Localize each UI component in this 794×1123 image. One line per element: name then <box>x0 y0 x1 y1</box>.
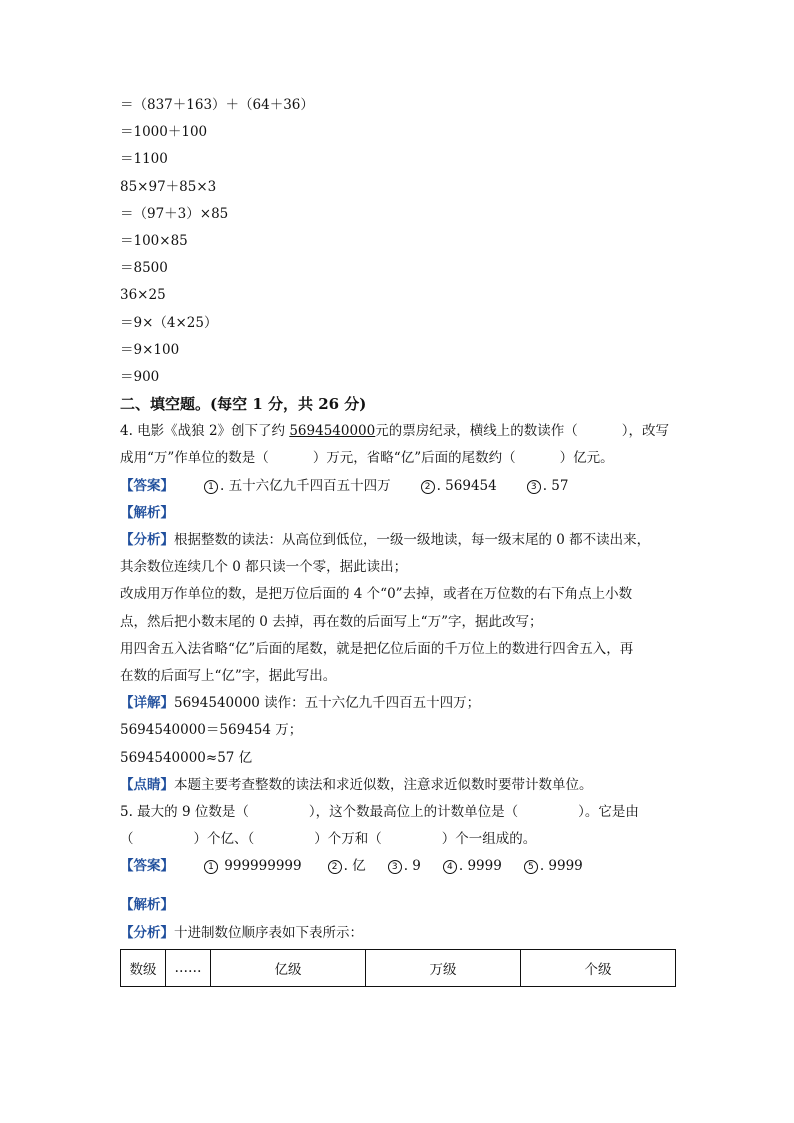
answer-item <box>524 858 583 874</box>
circled-number: 1 <box>204 480 218 494</box>
q5-text: ）。它是由 <box>578 803 639 820</box>
q4-fenxi-3: 改成用万作单位的数，是把万位后面的 4 个“0”去掉，或者在万位数的右下角点上小数 <box>120 586 633 603</box>
calc-line-5: ＝（97＋3）×85 <box>120 205 229 222</box>
q5-text: （ <box>120 831 134 848</box>
q4-analysis-tag <box>120 500 680 527</box>
answer-item <box>443 858 502 874</box>
table-cell: 亿级 <box>211 949 366 986</box>
fenxi-tag: 【分析】 <box>120 532 174 548</box>
q4-text: 元的票房纪录，横线上的数读作（ <box>375 423 578 440</box>
answer-value: 999999999 <box>220 858 302 875</box>
calc-line-6: ＝100×85 <box>120 232 188 249</box>
q5-line-2 <box>120 826 680 853</box>
q4-fenxi-1 <box>120 527 680 554</box>
q5-text: ）个万和（ <box>314 831 382 848</box>
q5-analysis-tag <box>120 892 680 919</box>
answer-item <box>388 858 421 874</box>
answer-item <box>527 478 569 494</box>
table-cell: 个级 <box>521 949 676 986</box>
dianjing-tag: 【点睛】 <box>120 776 174 793</box>
q4-detail-2: 5694540000＝569454 万； <box>120 722 303 739</box>
place-value-table <box>120 949 676 987</box>
q4-fenxi-5: 用四舍五入法省略“亿”后面的尾数，就是把亿位后面的千万位上的数进行四舍五入，再 <box>120 640 634 657</box>
answer-value: . 五十六亿九千四百五十四万 <box>220 477 391 494</box>
q4-text: 成用“万”作单位的数是（ <box>120 450 269 467</box>
answer-value: . 亿 <box>343 858 366 875</box>
q4-text: ）亿元。 <box>559 450 614 467</box>
analysis-tag: 【解析】 <box>120 504 174 521</box>
circled-number: 5 <box>524 860 538 874</box>
q5-text: ）个一组成的。 <box>441 831 537 848</box>
q5-text: 5. 最大的 9 位数是（ <box>120 803 249 820</box>
circled-number: 2 <box>421 480 435 494</box>
q4-fenxi-6: 在数的后面写上“亿”字，据此写出。 <box>120 667 337 684</box>
circled-number: 3 <box>527 480 541 494</box>
q5-text: ）个亿、（ <box>193 831 255 848</box>
calc-line-2: ＝1000＋100 <box>120 124 208 141</box>
calc-line-9: ＝9×（4×25） <box>120 314 218 331</box>
answer-value: . 9 <box>403 858 421 875</box>
q4-dianjing <box>120 772 680 799</box>
calc-line-8: 36×25 <box>120 287 166 304</box>
answer-value: . 569454 <box>436 477 497 494</box>
dianjing-text: 本题主要考查整数的读法和求近似数，注意求近似数时要带计数单位。 <box>174 776 593 793</box>
q4-detail-3: 5694540000≈57 亿 <box>120 749 253 766</box>
answer-value: . 57 <box>542 477 569 494</box>
q5-answer <box>120 853 680 880</box>
answer-tag: 【答案】 <box>120 858 174 875</box>
q5-text: ），这个数最高位上的计数单位是（ <box>308 803 519 820</box>
fenxi-text: 根据整数的读法：从高位到低位，一级一级地读，每一级末尾的 0 都不读出来， <box>174 532 651 548</box>
answer-item <box>328 858 366 874</box>
q4-fenxi-4: 点，然后把小数末尾的 0 去掉，再在数的后面写上“万”字，据此改写； <box>120 613 543 630</box>
answer-item <box>204 478 391 494</box>
fenxi-tag: 【分析】 <box>120 924 174 941</box>
calc-line-11: ＝900 <box>120 368 160 385</box>
detail-text: 5694540000 读作：五十六亿九千四百五十四万； <box>174 695 481 712</box>
document-page <box>120 92 680 987</box>
calc-line-3: ＝1100 <box>120 151 168 168</box>
fenxi-text: 十进制数位顺序表如下表所示： <box>174 924 363 941</box>
calc-line-7: ＝8500 <box>120 260 168 277</box>
q4-text: ），改写 <box>621 423 669 440</box>
q4-line-2 <box>120 445 680 472</box>
analysis-tag: 【解析】 <box>120 897 174 914</box>
answer-value: . 9999 <box>539 858 583 875</box>
answer-tag: 【答案】 <box>120 477 174 494</box>
q4-text: 4. 电影《战狼 2》创下了约 <box>120 423 290 440</box>
answer-list <box>174 853 583 880</box>
circled-number: 3 <box>388 860 402 874</box>
q4-detail-1 <box>120 690 680 717</box>
answer-item <box>421 478 497 494</box>
answer-item <box>204 858 302 874</box>
q5-fenxi-1 <box>120 920 680 947</box>
q5-line-1 <box>120 799 680 826</box>
table-cell: 数级 <box>121 949 166 986</box>
calc-line-1: ＝（837＋163）＋（64＋36） <box>120 97 314 113</box>
answer-value: . 9999 <box>458 858 502 875</box>
circled-number: 4 <box>443 860 457 874</box>
detail-tag: 【详解】 <box>120 695 174 712</box>
calc-line-10: ＝9×100 <box>120 341 180 358</box>
circled-number: 2 <box>328 860 342 874</box>
answer-list <box>174 473 568 500</box>
section-heading: 二、填空题。(每空 1 分，共 26 分) <box>120 395 367 414</box>
circled-number: 1 <box>204 860 218 874</box>
q4-text: ）万元，省略“亿”后面的尾数约（ <box>312 450 516 467</box>
q4-fenxi-2: 其余数位连续几个 0 都只读一个零，据此读出； <box>120 559 408 576</box>
table-cell: …… <box>166 949 211 986</box>
q4-underlined-number: 5694540000 <box>289 423 376 440</box>
q4-answer <box>120 473 680 500</box>
table-row <box>121 949 676 986</box>
calc-line-4: 85×97＋85×3 <box>120 178 217 195</box>
table-cell: 万级 <box>366 949 521 986</box>
q4-line-1 <box>120 418 680 445</box>
